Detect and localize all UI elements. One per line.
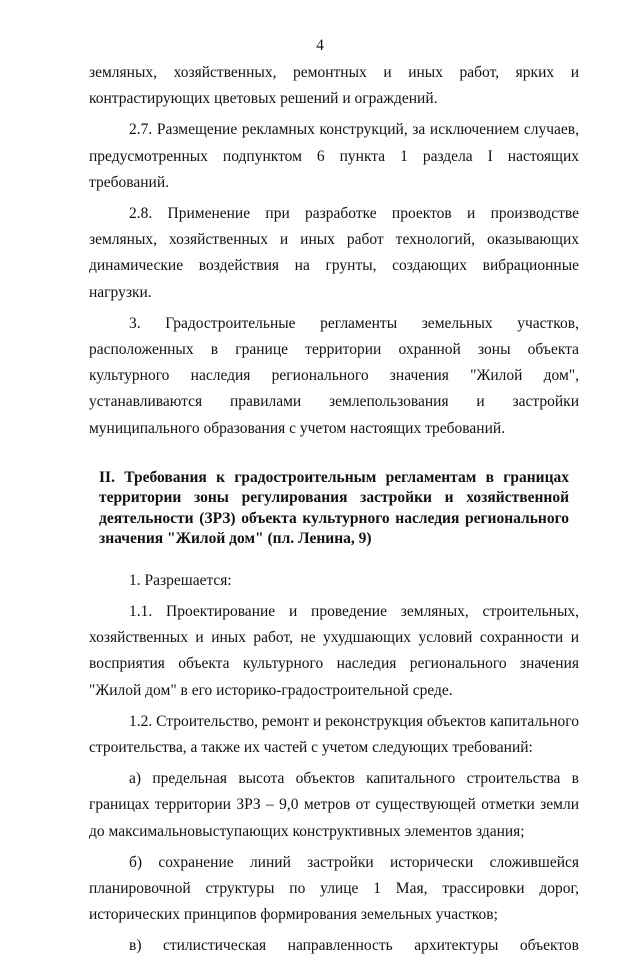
paragraph-item-v: в) стилистическая направленность архитектуры объектов: [129, 937, 579, 955]
document-body: [89, 60, 579, 960]
paragraph-1-2: 1.2. Строительство, ремонт и реконструкция объектов капитального строительства, а также их частей с учетом следующих требований:: [89, 712, 579, 757]
page-number: 4: [316, 37, 324, 54]
paragraph-2-7: 2.7. Размещение рекламных конструкций, за исключением случаев, предусмотренных подпунктом 6 пункта 1 раздела I настоящих требований.: [89, 121, 579, 191]
paragraph-2-8: 2.8. Применение при разработке проектов и производстве земляных, хозяйственных и иных работ технологий, оказывающих динамические воздействия на грунты, создающих вибрационные нагрузки.: [89, 205, 579, 301]
section-heading: II. Требования к градостроительным регламентам в границах территории зоны регулирования застройки и хозяйственной деятельности (ЗРЗ) объекта культурного наследия регионального значения "Жилой дом" (пл. Ленина, 9): [99, 468, 569, 548]
paragraph-1-allowed: 1. Разрешается:: [129, 571, 232, 589]
paragraph-1-1: 1.1. Проектирование и проведение земляных, строительных, хозяйственных и иных работ, не ухудшающих условий сохранности и восприятия объекта культурного наследия регионального значения "Жилой дом" в его историко-градостроительной среде.: [89, 603, 579, 699]
paragraph-continuation: земляных, хозяйственных, ремонтных и иных работ, ярких и контрастирующих цветовых решений и ограждений.: [89, 64, 579, 108]
paragraph-3: 3. Градостроительные регламенты земельных участков, расположенных в границе территории охранной зоны объекта культурного наследия регионального значения "Жилой дом", устанавливаются правилами землепользования и застройки муниципального образования с учетом настоящих требований.: [89, 314, 579, 437]
paragraph-item-a: а) предельная высота объектов капитального строительства в границах территории ЗРЗ – 9,0 метров от существующей отметки земли до максимальновыступающих конструктивных элементов здания;: [89, 770, 579, 840]
paragraph-item-b: б) сохранение линий застройки исторически сложившейся планировочной структуры по улице 1 Мая, трассировки дорог, исторических принципов формирования земельных участков;: [89, 853, 579, 924]
